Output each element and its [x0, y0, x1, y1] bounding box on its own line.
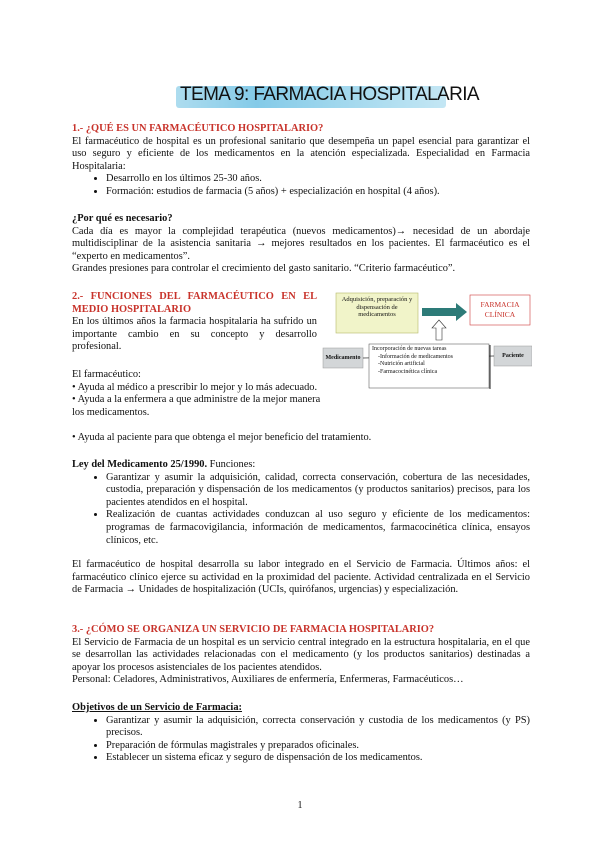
section-2-para: En los últimos años la farmacia hospitalaria ha sufrido un importante cambio en su concepto y desarrollo profesional.: [72, 316, 317, 353]
why-para-2: Grandes presiones para controlar el crecimiento del gasto sanitario. “Criterio farmacéutico”.: [72, 263, 456, 275]
box-acquisition-label: Adquisición, preparación y dispensación de medicamentos: [341, 296, 413, 318]
list-item: • Garantizar y asumir la adquisición, calidad, correcta conservación, cobertura de las necesidades, custodia, preparación y dispensación de los medicamentos (y productos sanitarios) precisos, para los pacientes atendidos en el hospital.: [106, 472, 530, 510]
box-clinical-label: FARMACIA CLÍNICA: [480, 300, 520, 319]
law-bullets: [72, 472, 530, 548]
law-bold: Ley del Medicamento 25/1990.: [72, 459, 208, 470]
medicine-label: Medicamento: [325, 355, 361, 361]
why-para: Cada día es mayor la complejidad terapéutica (nuevos medicamentos)→ necesidad de un abordaje multidisciplinar de la asistencia sanitaria → mejores resultados en los pacientes. El farmacéutico es el “experto en medicamentos”.: [72, 225, 530, 262]
law-rest: Funciones:: [207, 459, 256, 470]
objectives: [72, 702, 530, 765]
objectives-heading: Objetivos de un Servicio de Farmacia:: [72, 702, 242, 713]
list-item: • Preparación de fórmulas magistrales y preparados oficinales.: [106, 740, 530, 753]
patient-label: Paciente: [502, 353, 524, 359]
list-item: • Garantizar y asumir la adquisición, correcta conservación y custodia de los medicamentos (y PS) precisos.: [106, 715, 530, 740]
section-3-heading: 3.- ¿CÓMO SE ORGANIZA UN SERVICIO DE FARMACIA HOSPITALARIO?: [72, 624, 435, 635]
objectives-bullets: [72, 715, 530, 765]
page-number: 1: [297, 800, 303, 811]
list-item: • Desarrollo en los últimos 25-30 años.: [106, 173, 530, 186]
pharmacist-roles: [72, 369, 322, 419]
page-title: TEMA 9: FARMACIA HOSPITALARIA: [180, 84, 479, 105]
personal-line: Personal: Celadores, Administrativos, Auxiliares de enfermería, Enfermeras, Farmacéuticos…: [72, 674, 464, 686]
law-line: [72, 459, 530, 472]
role-line: • Ayuda a la enfermera a que administre de la mejor manera los medicamentos.: [72, 394, 321, 418]
section-2-para2: [72, 559, 530, 597]
title-banner: [176, 82, 479, 112]
task-item: -Farmacocinética clínica: [378, 368, 438, 375]
clinical-para: El farmacéutico de hospital desarrolla su labor integrado en el Servicio de Farmacia. Últimos años: el farmacéutico clínico ejerce su actividad en la proximidad del paciente. Actividad centralizada en el Servicio de Farmacia → Unidades de hospitalización (UCIs, quirófanos, urgencias) y especialización.: [72, 559, 530, 596]
arrow-right-icon: [422, 303, 467, 321]
roles-intro: El farmacéutico:: [72, 369, 141, 380]
section-1: [72, 123, 530, 199]
section-1-para: El farmacéutico de hospital es un profesional sanitario que desempeña un papel esencial para garantizar el uso seguro y eficiente de los medicamentos en la atención especializada. Especialidad en Farmacia Hospitalaria:: [72, 135, 530, 172]
role-line: • Ayuda al paciente para que obtenga el mejor beneficio del tratamiento.: [72, 432, 372, 443]
task-item: -Nutrición artificial: [378, 361, 425, 368]
list-item: • Formación: estudios de farmacia (5 años) + especialización en hospital (4 años).: [106, 186, 530, 199]
role-line-3-wrap: [72, 432, 530, 445]
section-1-why: [72, 213, 530, 276]
section-3: [72, 624, 530, 687]
tasks-title: Incorporación de nuevas tareas: [372, 346, 447, 352]
section-1-bullets: [72, 173, 530, 198]
pharmacy-diagram: [322, 292, 532, 392]
arrow-up-icon: [432, 320, 446, 340]
section-1-heading: 1.- ¿QUÉ ES UN FARMACÉUTICO HOSPITALARIO?: [72, 123, 324, 134]
law-section: [72, 459, 530, 547]
section-2-heading: 2.- FUNCIONES DEL FARMACÉUTICO EN EL MEDIO HOSPITALARIO: [72, 291, 317, 315]
section-3-para: El Servicio de Farmacia de un hospital es un servicio central integrado en la estructura hospitalaria, en el que se desarrollan las actividades relacionadas con el medicamento (y los productos sanitarios) destinadas a apoyar los procesos asistenciales de los pacientes atendidos.: [72, 636, 530, 673]
task-item: -Información de medicamentos: [378, 353, 453, 360]
tasks-text: [372, 346, 487, 376]
why-heading: ¿Por qué es necesario?: [72, 213, 173, 224]
section-2-left: [72, 291, 317, 354]
role-line: • Ayuda al médico a prescribir lo mejor y lo más adecuado.: [72, 381, 318, 393]
list-item: • Realización de cuantas actividades conduzcan al uso seguro y eficiente de los medicamentos: programas de farmacovigilancia, información de medicamentos, farmacocinética clínica, ensayos clínicos, etc.: [106, 509, 530, 547]
list-item: • Establecer un sistema eficaz y seguro de dispensación de los medicamentos.: [106, 752, 530, 765]
